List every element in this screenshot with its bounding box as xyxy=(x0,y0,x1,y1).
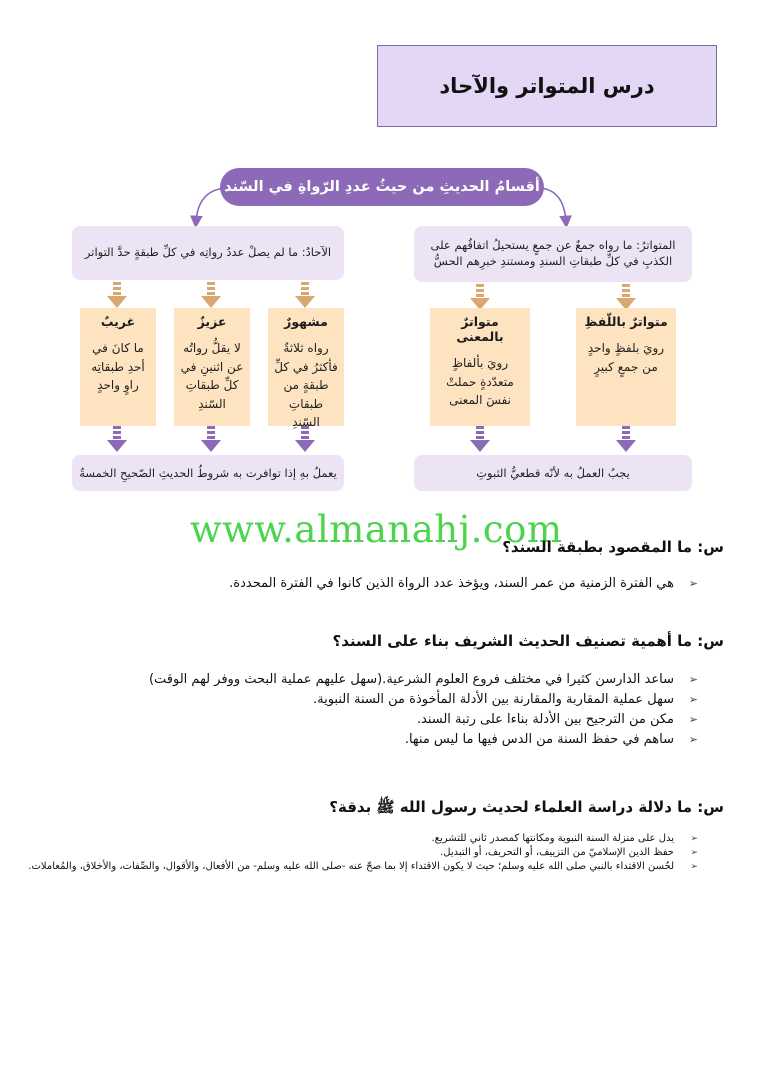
list-item: ➢ ساهم في حفظ السنة من الدس فيها ما ليس منها. xyxy=(149,730,698,750)
orange-arrows xyxy=(107,282,636,310)
ahad-ruling: يعملُ بهِ إذا توافرت به شروطُ الحديثِ الصّحيحِ الخمسةُ xyxy=(72,455,344,491)
card-mashhur xyxy=(268,308,344,430)
arrow-check-bullet-icon: ➢ xyxy=(690,862,698,872)
watermark: www.almanahj.com xyxy=(190,508,563,551)
ahad-definition: الآحادُ: ما لم يصلْ عددُ رواتِه في كلِّ طبقةٍ حدَّ التواتر xyxy=(72,226,344,280)
diagram-heading: أقسامُ الحديثِ من حيثُ عددِ الرّواةِ في السّند xyxy=(220,168,544,206)
answer-list-1 xyxy=(229,574,698,594)
list-item: ➢ يدل على منزلة السنة النبوية ومكانتها كمصدر ثاني للتشريع. xyxy=(431,833,698,844)
page-title: درس المتواتر والآحاد xyxy=(439,74,655,98)
card-mutawatir-manawi xyxy=(430,308,530,426)
list-item: ➢ حفظ الدين الإسلاميّ من التزييف، أو التحريف، أو التبديل. xyxy=(440,847,698,858)
arrow-check-bullet-icon: ➢ xyxy=(688,577,698,590)
card-head: مشهورٌ xyxy=(284,314,328,329)
card-mutawatir-lafzi xyxy=(576,308,676,426)
card-body: ما كانَ في أحدِ طبقاتِه راوٍ واحدٍ xyxy=(91,341,145,393)
answer-list-2 xyxy=(149,670,698,750)
arrow-check-bullet-icon: ➢ xyxy=(690,834,698,844)
list-item: ➢ ساعد الدارسن كثيرا في مختلف فروع العلوم الشرعية.(سهل عليهم عملية البحث ووفر لهم الوقت) xyxy=(149,670,698,690)
card-head: متواترٌ باللّفظِ xyxy=(584,314,668,329)
curve-arrow-right xyxy=(540,188,566,222)
question-3: س: ما دلالة دراسة العلماء لحديث رسول الله ﷺ بدقة؟ xyxy=(329,798,724,816)
mutawatir-ruling: يجبُ العملُ به لأنّه قطعيُّ الثبوتِ xyxy=(414,455,692,491)
list-item: ➢ مكن من الترجيح بين الأدلة بناءا على رتبة السند. xyxy=(149,710,698,730)
arrow-check-bullet-icon: ➢ xyxy=(688,673,698,686)
list-item: ➢ هي الفترة الزمنية من عمر السند، ويؤخذ عدد الرواة الذين كانوا في الفترة المحددة. xyxy=(229,574,698,594)
question-2: س: ما أهمية تصنيف الحديث الشريف بناء على السند؟ xyxy=(332,632,724,650)
answer-list-3 xyxy=(8,832,698,874)
list-item: ➢ سهل عملية المقاربة والمقارنة بين الأدلة المأخوذة من السنة النبوية. xyxy=(149,690,698,710)
card-body: رواه ثلاثةٌ فأكثرُ في كلِّ طبقةٍ من طبقاتِ السّندِ xyxy=(274,341,338,430)
arrow-check-bullet-icon: ➢ xyxy=(688,693,698,706)
card-gharib xyxy=(80,308,156,426)
card-body: لا يقلُّ رواتُه عن اثنينِ في كلِّ طبقاتِ السّندِ xyxy=(180,341,244,411)
card-head: غريبٌ xyxy=(100,314,136,329)
arrow-check-bullet-icon: ➢ xyxy=(688,713,698,726)
mutawatir-definition: المتواترُ: ما رواه جمعٌ عن جمعٍ يستحيلُ اتفاقُهم على الكذبِ في كلِّ طبقاتِ السندِ ومستندِ خبرِهم الحسُّ xyxy=(414,226,692,282)
arrow-check-bullet-icon: ➢ xyxy=(688,733,698,746)
card-head: متواترٌ بالمعنى xyxy=(456,314,504,344)
purple-arrows xyxy=(107,426,636,452)
question-1: س: ما المقصود بطبقة السند؟ xyxy=(502,538,724,556)
arrow-check-bullet-icon: ➢ xyxy=(690,848,698,858)
card-body: رويَ بلفظٍ واحدٍ من جمعٍ كبيرٍ xyxy=(587,341,665,374)
card-aziz xyxy=(174,308,250,426)
list-item: ➢ لحُسن الاقتداء بالنبي صلى الله عليه وسلم؛ حيث لا يكون الاقتداء إلا بما صحّ عنه -صلى الله عليه وسلم- من الأفعال، والأقوال، والصِّفات، والأخلاق، والمُعاملات. xyxy=(28,861,698,872)
card-head: عزيزٌ xyxy=(197,314,227,329)
card-body: رويَ بألفاظٍ متعدّدةٍ حملتْ نفسَ المعنى xyxy=(446,356,514,408)
